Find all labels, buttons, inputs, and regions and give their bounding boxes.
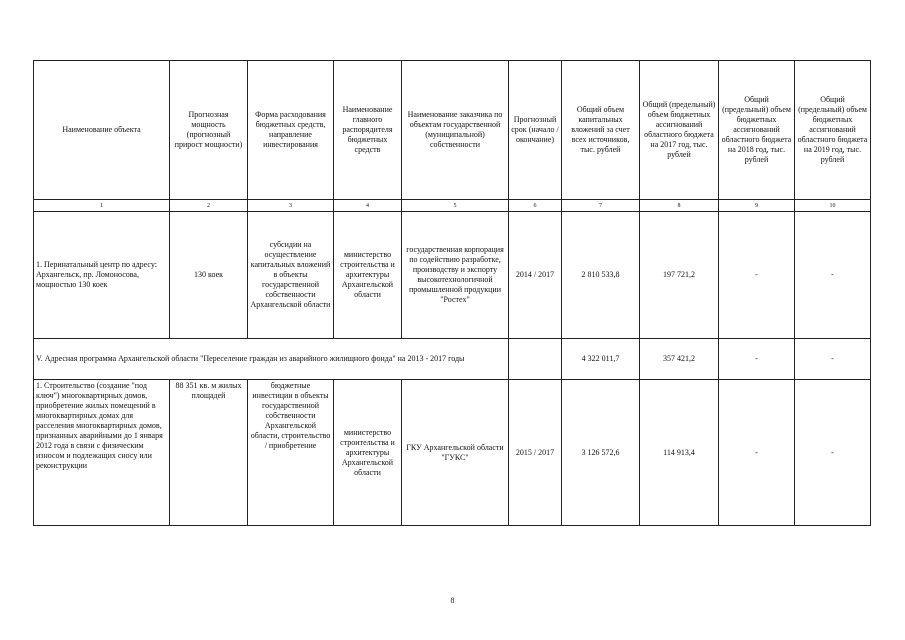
column-number: 8 [640, 200, 719, 212]
budget-manager: министерство строительства и архитектуры Архангельской области [334, 212, 402, 339]
column-number: 7 [562, 200, 640, 212]
header-cell: Прогнозный срок (начало / окончание) [509, 61, 562, 200]
header-cell: Наименование объекта [34, 61, 170, 200]
header-cell: Общий (предельный) объем бюджетных ассигнований областного бюджета на 2019 год, тыс. рублей [795, 61, 871, 200]
customer: государственная корпорация по содействию разработке, производству и экспорту высокотехнологичной промышленной продукции "Ростех" [402, 212, 509, 339]
column-number: 6 [509, 200, 562, 212]
spending-form: бюджетные инвестиции в объекты государственной собственности Архангельской области, строительство / приобретение [248, 380, 334, 526]
budget-2018: - [719, 339, 795, 380]
budget-2018: - [719, 380, 795, 526]
spending-form: субсидии на осуществление капитальных вложений в объекты государственной собственности Архангельской области [248, 212, 334, 339]
column-number: 3 [248, 200, 334, 212]
object-name: 1. Перинатальный центр по адресу: Архангельск, пр. Ломоносова, мощностью 130 коек [34, 212, 170, 339]
column-number: 10 [795, 200, 871, 212]
capacity: 88 351 кв. м жилых площадей [170, 380, 248, 526]
table-row [34, 212, 871, 339]
budget-2019: - [795, 339, 871, 380]
header-cell: Общий (предельный) объем бюджетных ассигнований областного бюджета на 2018 год, тыс. рублей [719, 61, 795, 200]
investment-table [33, 60, 871, 526]
term: 2014 / 2017 [509, 212, 562, 339]
budget-2017: 197 721,2 [640, 212, 719, 339]
header-cell: Наименование главного распорядителя бюджетных средств [334, 61, 402, 200]
page-number: 8 [450, 596, 455, 605]
header-row [34, 61, 871, 200]
total-investment: 3 126 572,6 [562, 380, 640, 526]
total-investment: 2 810 533,8 [562, 212, 640, 339]
column-number: 9 [719, 200, 795, 212]
term: 2015 / 2017 [509, 380, 562, 526]
budget-2017: 114 913,4 [640, 380, 719, 526]
capacity: 130 коек [170, 212, 248, 339]
header-cell: Общий объем капитальных вложений за счет всех источников, тыс. рублей [562, 61, 640, 200]
column-number: 5 [402, 200, 509, 212]
term [509, 339, 562, 380]
table-row [34, 380, 871, 526]
section-title: V. Адресная программа Архангельской области "Переселение граждан из аварийного жилищного фонда" на 2013 - 2017 годы [34, 339, 509, 380]
header-cell: Наименование заказчика по объектам государственной (муниципальной) собственности [402, 61, 509, 200]
column-number-row [34, 200, 871, 212]
header-cell: Форма расходования бюджетных средств, направление инвестирования [248, 61, 334, 200]
total-investment: 4 322 011,7 [562, 339, 640, 380]
column-number: 4 [334, 200, 402, 212]
budget-2017: 357 421,2 [640, 339, 719, 380]
budget-2018: - [719, 212, 795, 339]
header-cell: Общий (предельный) объем бюджетных ассигнований областного бюджета на 2017 год, тыс. рублей [640, 61, 719, 200]
section-row [34, 339, 871, 380]
budget-2019: - [795, 380, 871, 526]
column-number: 1 [34, 200, 170, 212]
object-name: 1. Строительство (создание "под ключ") многоквартирных домов, приобретение жилых помещений в многоквартирных домах для расселения многоквартирных домов, признанных аварийными до 1 января 2012 года в связи с физическим износом и подлежащих сносу или реконструкции [34, 380, 170, 526]
header-cell: Прогнозная мощность (прогнозный прирост мощности) [170, 61, 248, 200]
budget-manager: министерство строительства и архитектуры Архангельской области [334, 380, 402, 526]
budget-2019: - [795, 212, 871, 339]
column-number: 2 [170, 200, 248, 212]
customer: ГКУ Архангельской области "ГУКС" [402, 380, 509, 526]
